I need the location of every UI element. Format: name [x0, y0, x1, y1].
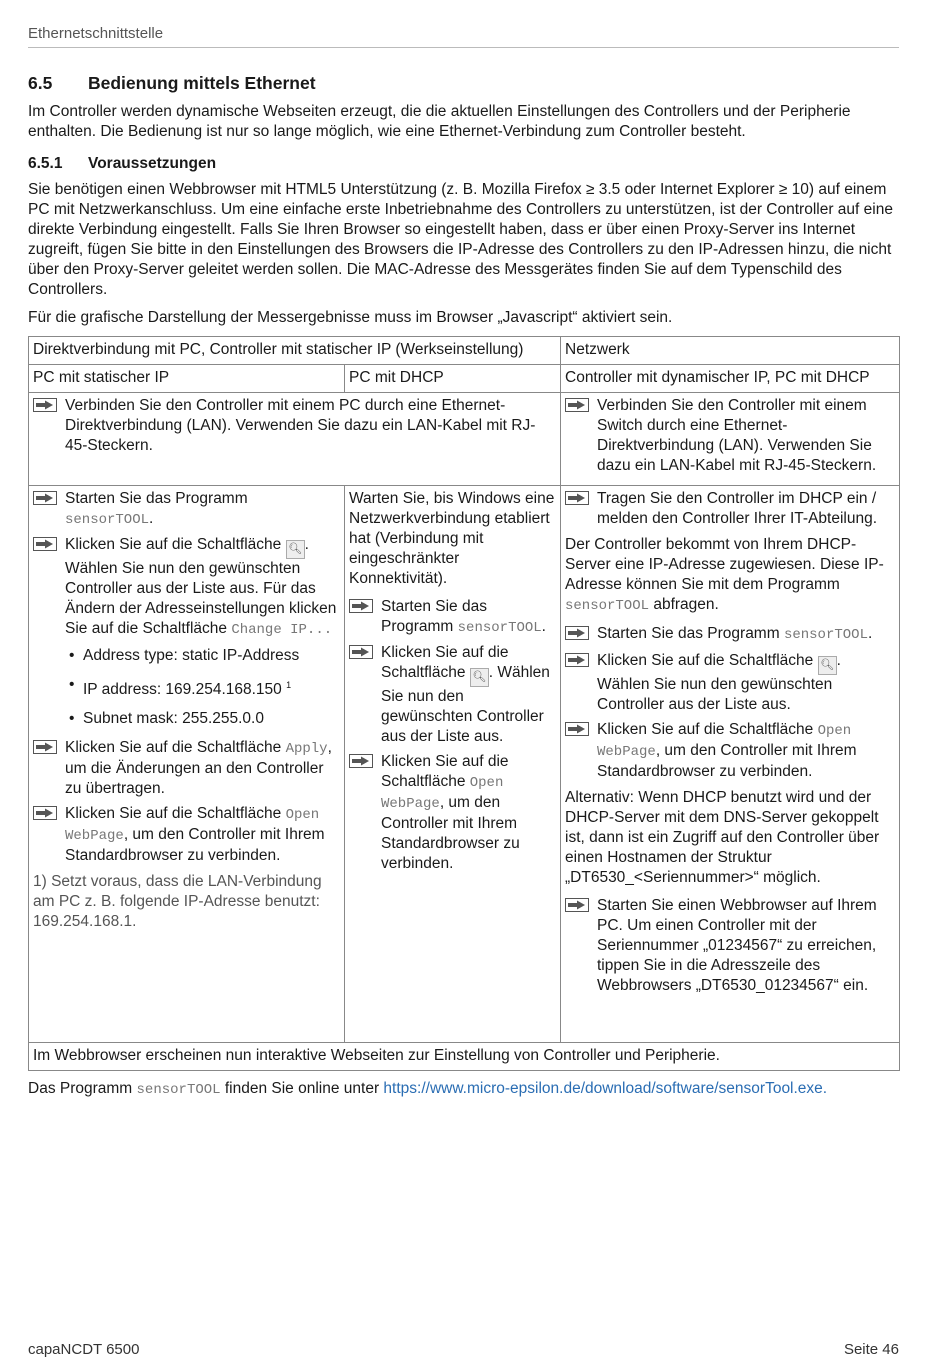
footnote: 1) Setzt voraus, dass die LAN-Verbindung am PC z. B. folgende IP-Adresse benutzt: 169.254.168.1. — [33, 873, 322, 931]
page-content — [28, 72, 899, 1108]
step — [565, 896, 895, 996]
header-network: Netzwerk — [561, 337, 900, 365]
step — [565, 651, 895, 715]
step-text: Verbinden Sie den Controller mit einem Switch durch eine Ethernet-Direktverbindung (LAN). Verwenden Sie dazu ein LAN-Kabel mit RJ-45-Steckern. — [597, 397, 877, 474]
search-icon: 🔍︎ — [286, 540, 305, 559]
section-number: 6.5 — [28, 73, 53, 93]
arrow-icon — [565, 896, 597, 996]
arrow-icon — [33, 535, 65, 640]
connection-table — [28, 336, 900, 1071]
step-text: Starten Sie einen Webbrowser auf Ihrem PC. Um einen Controller mit der Seriennummer „01234567“ zu erreichen, tippen Sie in die Adresszeile des Webbrowsers „DT6530_01234567“ ein. — [597, 897, 877, 994]
arrow-icon — [349, 597, 381, 638]
arrow-icon — [349, 643, 381, 747]
section-title: Bedienung mittels Ethernet — [88, 73, 316, 93]
result-row: Im Webbrowser erscheinen nun interaktive Webseiten zur Einstellung von Controller und Peripherie. — [29, 1043, 900, 1071]
wait-text: Warten Sie, bis Windows eine Netzwerkverbindung etabliert hat (Verbindung mit eingeschränkter Konnektivität). — [349, 490, 555, 587]
step — [349, 643, 556, 747]
arrow-icon — [565, 720, 597, 782]
javascript-paragraph: Für die grafische Darstellung der Messergebnisse muss im Browser „Javascript“ aktiviert sein. — [28, 309, 673, 326]
subsection-number: 6.5.1 — [28, 155, 63, 172]
section-heading — [28, 72, 899, 94]
step-text: Tragen Sie den Controller im DHCP ein / melden den Controller Ihrer IT-Abteilung. — [597, 490, 878, 527]
arrow-icon — [565, 396, 597, 476]
arrow-icon — [565, 489, 597, 529]
bullet-item: • IP address: 169.254.168.150 $^1$ — [69, 676, 292, 699]
search-icon: 🔍︎ — [470, 668, 489, 687]
arrow-icon — [565, 651, 597, 715]
bullet-item: • Address type: static IP-Address — [69, 647, 300, 664]
step-text: Klicken Sie auf die Schaltfläche Open WebPage, um den Controller mit Ihrem Standardbrowser zu verbinden. — [65, 805, 325, 865]
dhcp-cell — [345, 486, 561, 1043]
bullet-item: • Subnet mask: 255.255.0.0 — [69, 710, 264, 728]
step-text: Klicken Sie auf die Schaltfläche 🔍︎ . Wählen Sie nun den gewünschten Controller aus der Liste aus. — [381, 644, 550, 745]
step — [565, 396, 895, 476]
footer-product: capaNCDT 6500 — [28, 1341, 140, 1358]
dynamic-ip-cell — [561, 486, 900, 1043]
step — [349, 752, 556, 874]
footer-page-number: Seite 46 — [843, 1341, 899, 1358]
subsection-title: Voraussetzungen — [88, 155, 217, 172]
search-icon: 🔍︎ — [818, 656, 837, 675]
arrow-icon — [33, 738, 65, 799]
running-header: Ethernetschnittstelle — [28, 24, 899, 48]
step — [33, 738, 340, 799]
step-text: Starten Sie das Programm sensorTOOL. — [65, 490, 248, 528]
direct-connect-cell — [29, 393, 561, 486]
header-dhcp: PC mit DHCP — [345, 365, 561, 393]
arrow-icon — [33, 489, 65, 530]
arrow-icon — [33, 804, 65, 866]
arrow-icon — [33, 396, 65, 456]
step — [33, 535, 340, 640]
arrow-icon — [565, 624, 597, 646]
arrow-icon — [349, 752, 381, 874]
header-static-ip: PC mit statischer IP — [29, 365, 345, 393]
step — [565, 624, 895, 646]
step-text: Starten Sie das Programm sensorTOOL. — [597, 625, 873, 643]
step-text: Klicken Sie auf die Schaltfläche 🔍︎ . Wählen Sie nun den gewünschten Controller aus der Liste aus. Für das Ändern der Adresseinstellungen klicken Sie auf die Schaltfläche Change IP... — [65, 536, 337, 638]
download-paragraph: Das Programm sensorTOOL finden Sie online unter https://www.micro-epsilon.de/download/software/sensorTool.exe. — [28, 1080, 828, 1098]
step — [33, 396, 556, 456]
header-direct: Direktverbindung mit PC, Controller mit statischer IP (Werkseinstellung) — [29, 337, 561, 365]
step — [565, 720, 895, 782]
step-text: Starten Sie das Programm sensorTOOL. — [381, 598, 546, 636]
step — [349, 597, 556, 638]
switch-connect-cell — [561, 393, 900, 486]
step — [33, 489, 340, 530]
download-link[interactable]: https://www.micro-epsilon.de/download/software/sensorTool.exe. — [383, 1080, 828, 1097]
step-text: Klicken Sie auf die Schaltfläche Apply, um die Änderungen an den Controller zu übertragen. — [65, 739, 332, 798]
step — [565, 489, 895, 529]
alternative-text: Alternativ: Wenn DHCP benutzt wird und der DHCP-Server mit dem DNS-Server gekoppelt ist, dann ist ein Zugriff auf den Controller über einen Hostnamen der Struktur „DT6530_<Seriennummer>“ möglich. — [565, 789, 880, 886]
step-text: Klicken Sie auf die Schaltfläche Open WebPage, um den Controller mit Ihrem Standardbrowser zu verbinden. — [381, 753, 520, 872]
section-intro: Im Controller werden dynamische Webseiten erzeugt, die die aktuellen Einstellungen des Controllers und der Peripherie enthalten. Die Bedienung ist nur so lange möglich, wie eine Ethernet-Verbindung zum Controller besteht. — [28, 103, 851, 140]
dhcp-info-text: Der Controller bekommt von Ihrem DHCP-Server eine IP-Adresse zugewiesen. Diese IP-Adresse können Sie mit dem Programm sensorTOOL abfragen. — [565, 536, 884, 614]
static-ip-cell — [29, 486, 345, 1043]
requirements-paragraph: Sie benötigen einen Webbrowser mit HTML5 Unterstützung (z. B. Mozilla Firefox ≥ 3.5 oder Internet Explorer ≥ 10) auf einem PC mit Netzwerkanschluss. Um eine einfache erste Inbetriebnahme des Controllers zu unterstützen, ist der Controller auf eine direkte Verbindung eingestellt. Falls Sie Ihren Browser so eingestellt haben, dass er über einen Proxy-Server ins Internet zugreift, fügen Sie bitte in den Einstellungen des Browsers die IP-Adresse des Controllers zu den IP-Adressen hinzu, die nicht über den Proxy-Server geleitet werden sollen. Die MAC-Adresse des Messgerätes finden Sie auf dem Typenschild des Controllers. — [28, 181, 893, 298]
header-dynamic-ip: Controller mit dynamischer IP, PC mit DHCP — [561, 365, 900, 393]
subsection-heading — [28, 154, 899, 174]
step-text: Klicken Sie auf die Schaltfläche Open WebPage, um den Controller mit Ihrem Standardbrowser zu verbinden. — [597, 721, 857, 780]
step-text: Verbinden Sie den Controller mit einem PC durch eine Ethernet-Direktverbindung (LAN). Verwenden Sie dazu ein LAN-Kabel mit RJ-45-Steckern. — [65, 397, 536, 454]
step — [33, 804, 340, 866]
step-text: Klicken Sie auf die Schaltfläche 🔍︎ . Wählen Sie nun den gewünschten Controller aus der Liste aus. — [597, 652, 841, 713]
